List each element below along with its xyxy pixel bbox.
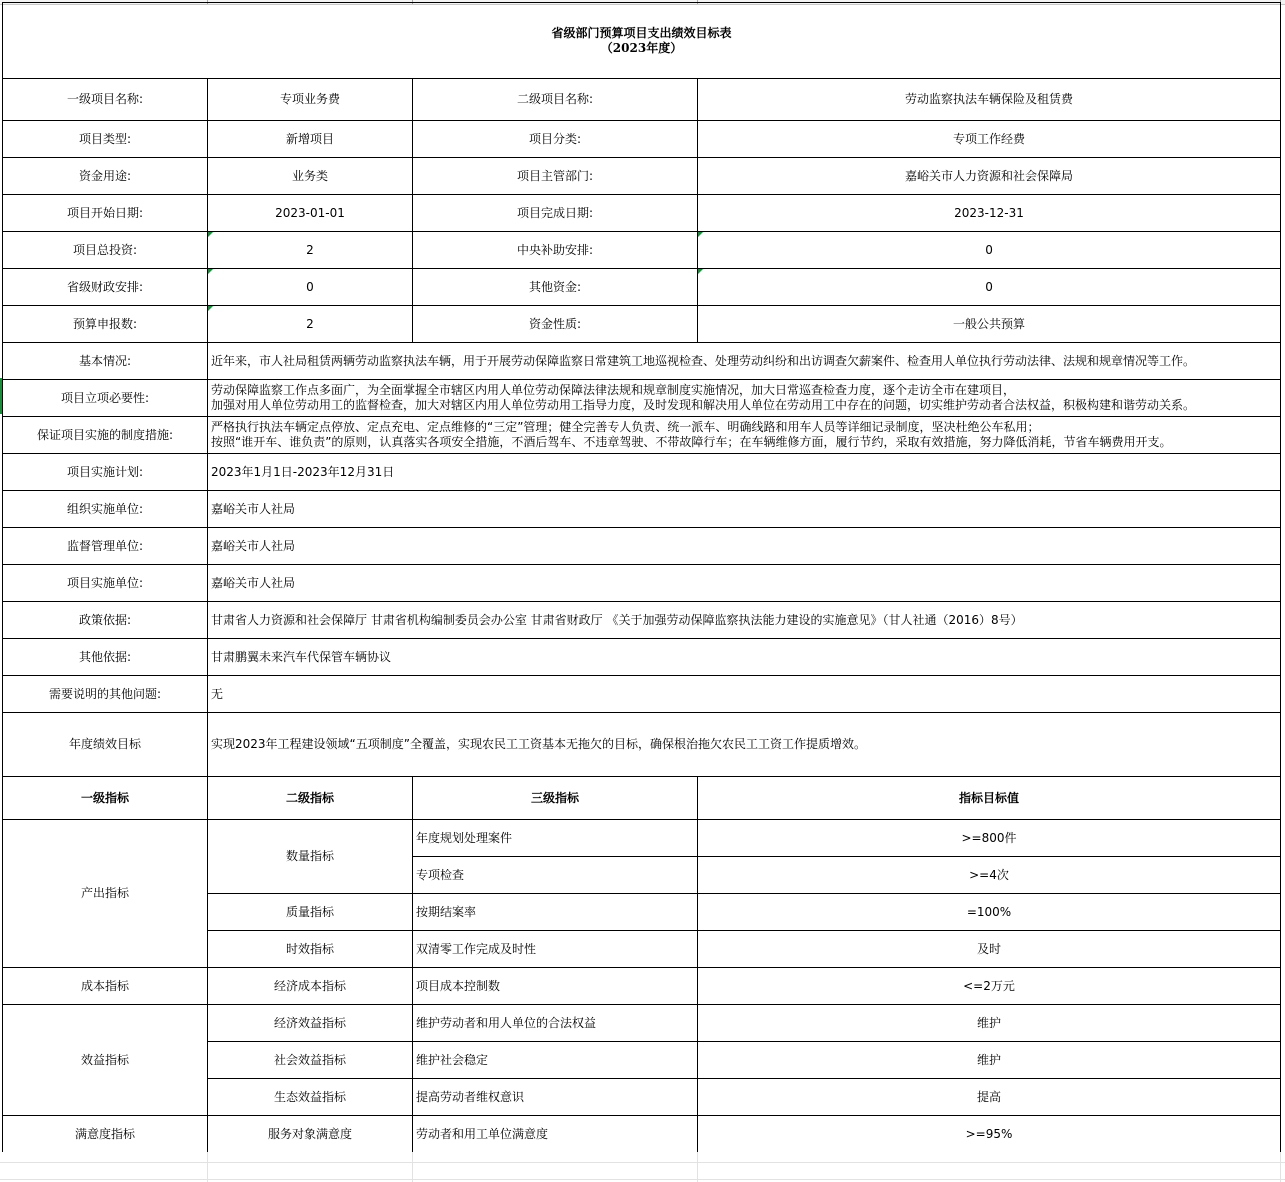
cell-label[interactable]: 组织实施单位:	[3, 491, 208, 528]
cell-value[interactable]: 一般公共预算	[698, 306, 1281, 343]
cell-value[interactable]: 近年来，市人社局租赁两辆劳动监察执法车辆，用于开展劳动保障监察日常建筑工地巡视检查、处理劳动纠纷和出访调查欠薪案件、检查用人单位执行劳动法律、法规和规章情况等工作。	[208, 343, 1281, 380]
text-line: 劳动保障监察工作点多面广，为全面掌握全市辖区内用人单位劳动保障法律法规和规章制度实施情况，加大日常巡查检查力度，逐个走访全市在建项目，	[211, 383, 1016, 397]
cell-value[interactable]: 新增项目	[208, 121, 413, 158]
cell-value[interactable]: 专项工作经费	[698, 121, 1281, 158]
detail-row-other-issue	[3, 676, 1281, 713]
cell-value[interactable]: 甘肃鹏翼未来汽车代保管车辆协议	[208, 639, 1281, 676]
number-as-text-marker-icon	[208, 232, 213, 237]
info-row	[3, 232, 1281, 269]
cell-label[interactable]: 需要说明的其他问题:	[3, 676, 208, 713]
cell-label[interactable]: 其他资金:	[413, 269, 698, 306]
info-row	[3, 158, 1281, 195]
cell-value[interactable]: 专项业务费	[208, 79, 413, 121]
indicator-row	[3, 1116, 1281, 1153]
cell-value[interactable]: 劳动监察执法车辆保险及租赁费	[698, 79, 1281, 121]
cell-level2[interactable]: 数量指标	[208, 820, 413, 894]
cell-level3[interactable]: 专项检查	[413, 857, 698, 894]
cell-target[interactable]: 维护	[698, 1005, 1281, 1042]
cell-level3[interactable]: 年度规划处理案件	[413, 820, 698, 857]
cell-level3[interactable]: 维护社会稳定	[413, 1042, 698, 1079]
cell-value[interactable]	[208, 306, 413, 343]
text-line: 加强对用人单位劳动用工的监督检查，加大对辖区内用人单位劳动用工指导力度，及时发现和解决用人单位在劳动用工中存在的问题，切实维护劳动者合法权益，积极构建和谐劳动关系。	[211, 398, 1196, 412]
cell-label[interactable]: 项目实施计划:	[3, 454, 208, 491]
empty-sheet-area	[0, 1152, 1285, 1182]
cell-target[interactable]: 及时	[698, 931, 1281, 968]
cell-value[interactable]: 甘肃省人力资源和社会保障厅 甘肃省机构编制委员会办公室 甘肃省财政厅 《关于加强劳动保障监察执法能力建设的实施意见》（甘人社通（2016）8号）	[208, 602, 1281, 639]
cell-label[interactable]: 项目开始日期:	[3, 195, 208, 232]
table-title	[3, 3, 1281, 79]
cell-target[interactable]: 维护	[698, 1042, 1281, 1079]
cell-value[interactable]: 2023-01-01	[208, 195, 413, 232]
cell-text: 0	[985, 242, 993, 257]
cell-label[interactable]: 资金性质:	[413, 306, 698, 343]
cell-label[interactable]: 监督管理单位:	[3, 528, 208, 565]
cell-value[interactable]: 2023-12-31	[698, 195, 1281, 232]
cell-label[interactable]: 预算申报数:	[3, 306, 208, 343]
cell-level3[interactable]: 按期结案率	[413, 894, 698, 931]
number-as-text-marker-icon	[698, 269, 703, 274]
number-as-text-marker-icon	[208, 269, 213, 274]
cell-label[interactable]: 政策依据:	[3, 602, 208, 639]
cell-level1[interactable]: 满意度指标	[3, 1116, 208, 1153]
cell-value[interactable]: 实现2023年工程建设领域“五项制度”全覆盖，实现农民工工资基本无拖欠的目标，确保根治拖欠农民工工资工作提质增效。	[208, 713, 1281, 777]
info-row	[3, 79, 1281, 121]
cell-value[interactable]	[698, 269, 1281, 306]
cell-label[interactable]: 资金用途:	[3, 158, 208, 195]
cell-value[interactable]	[208, 417, 1281, 454]
detail-row-org	[3, 491, 1281, 528]
header-target[interactable]: 指标目标值	[698, 777, 1281, 820]
detail-row-necessity	[3, 380, 1281, 417]
cell-level3[interactable]: 提高劳动者维权意识	[413, 1079, 698, 1116]
cell-label[interactable]: 保证项目实施的制度措施:	[3, 417, 208, 454]
indicator-row	[3, 820, 1281, 857]
cell-value[interactable]: 嘉峪关市人力资源和社会保障局	[698, 158, 1281, 195]
cell-label[interactable]: 年度绩效目标	[3, 713, 208, 777]
cell-level3[interactable]: 双清零工作完成及时性	[413, 931, 698, 968]
selected-cell-indicator	[0, 378, 2, 414]
title-line-2: （2023年度）	[600, 40, 683, 55]
text-line: 按照“谁开车、谁负责”的原则，认真落实各项安全措施，不酒后驾车、不违章驾驶、不带故障行车；在车辆维修方面，履行节约，采取有效措施，努力降低消耗，节省车辆费用开支。	[211, 435, 1172, 449]
info-row	[3, 121, 1281, 158]
cell-target[interactable]: >=4次	[698, 857, 1281, 894]
indicator-row	[3, 968, 1281, 1005]
detail-row-plan	[3, 454, 1281, 491]
cell-text: 2	[306, 316, 314, 331]
cell-label[interactable]: 项目立项必要性:	[3, 380, 208, 417]
cell-text: 0	[306, 279, 314, 294]
cell-value[interactable]: 嘉峪关市人社局	[208, 528, 1281, 565]
cell-level2[interactable]: 经济效益指标	[208, 1005, 413, 1042]
cell-level3[interactable]: 劳动者和用工单位满意度	[413, 1116, 698, 1153]
cell-target[interactable]: 提高	[698, 1079, 1281, 1116]
cell-value[interactable]: 业务类	[208, 158, 413, 195]
cell-label[interactable]: 其他依据:	[3, 639, 208, 676]
cell-text: 2	[306, 242, 314, 257]
cell-label[interactable]: 项目分类:	[413, 121, 698, 158]
cell-level2[interactable]: 生态效益指标	[208, 1079, 413, 1116]
cell-target[interactable]: <=2万元	[698, 968, 1281, 1005]
detail-row-measures	[3, 417, 1281, 454]
cell-label[interactable]: 一级项目名称:	[3, 79, 208, 121]
cell-level2[interactable]: 时效指标	[208, 931, 413, 968]
cell-level1[interactable]: 效益指标	[3, 1005, 208, 1116]
detail-row-goal	[3, 713, 1281, 777]
cell-label[interactable]: 项目实施单位:	[3, 565, 208, 602]
cell-value[interactable]: 无	[208, 676, 1281, 713]
number-as-text-marker-icon	[698, 232, 703, 237]
cell-value[interactable]: 嘉峪关市人社局	[208, 491, 1281, 528]
cell-label[interactable]: 项目主管部门:	[413, 158, 698, 195]
cell-level2[interactable]: 社会效益指标	[208, 1042, 413, 1079]
indicator-header-row	[3, 777, 1281, 820]
number-as-text-marker-icon	[208, 306, 213, 311]
cell-level1[interactable]: 产出指标	[3, 820, 208, 968]
cell-value[interactable]	[208, 269, 413, 306]
info-row	[3, 306, 1281, 343]
info-row	[3, 269, 1281, 306]
cell-target[interactable]: >=95%	[698, 1116, 1281, 1153]
cell-level2[interactable]: 经济成本指标	[208, 968, 413, 1005]
cell-value[interactable]	[698, 232, 1281, 269]
cell-label[interactable]: 项目类型:	[3, 121, 208, 158]
cell-level1[interactable]: 成本指标	[3, 968, 208, 1005]
cell-value[interactable]	[208, 232, 413, 269]
header-level1[interactable]: 一级指标	[3, 777, 208, 820]
header-level3[interactable]: 三级指标	[413, 777, 698, 820]
cell-target[interactable]: >=800件	[698, 820, 1281, 857]
cell-label[interactable]: 二级项目名称:	[413, 79, 698, 121]
cell-level3[interactable]: 项目成本控制数	[413, 968, 698, 1005]
cell-target[interactable]: =100%	[698, 894, 1281, 931]
detail-row-policy	[3, 602, 1281, 639]
cell-value[interactable]	[208, 380, 1281, 417]
detail-row-supervise	[3, 528, 1281, 565]
cell-level3[interactable]: 维护劳动者和用人单位的合法权益	[413, 1005, 698, 1042]
title-line-1: 省级部门预算项目支出绩效目标表	[551, 25, 732, 40]
cell-level2[interactable]: 服务对象满意度	[208, 1116, 413, 1153]
detail-row-impl	[3, 565, 1281, 602]
cell-value[interactable]: 2023年1月1日-2023年12月31日	[208, 454, 1281, 491]
performance-target-table	[2, 2, 1281, 1153]
indicator-row	[3, 1005, 1281, 1042]
cell-text: 0	[985, 279, 993, 294]
detail-row-basic	[3, 343, 1281, 380]
cell-label[interactable]: 项目总投资:	[3, 232, 208, 269]
header-level2[interactable]: 二级指标	[208, 777, 413, 820]
cell-label[interactable]: 中央补助安排:	[413, 232, 698, 269]
cell-level2[interactable]: 质量指标	[208, 894, 413, 931]
cell-label[interactable]: 基本情况:	[3, 343, 208, 380]
cell-label[interactable]: 项目完成日期:	[413, 195, 698, 232]
cell-value[interactable]: 嘉峪关市人社局	[208, 565, 1281, 602]
info-row	[3, 195, 1281, 232]
detail-row-other-basis	[3, 639, 1281, 676]
text-line: 严格执行执法车辆定点停放、定点充电、定点维修的“三定”管理；健全完善专人负责、统一派车、明确线路和用车人员等详细记录制度，坚决杜绝公车私用；	[211, 420, 1040, 434]
cell-label[interactable]: 省级财政安排:	[3, 269, 208, 306]
